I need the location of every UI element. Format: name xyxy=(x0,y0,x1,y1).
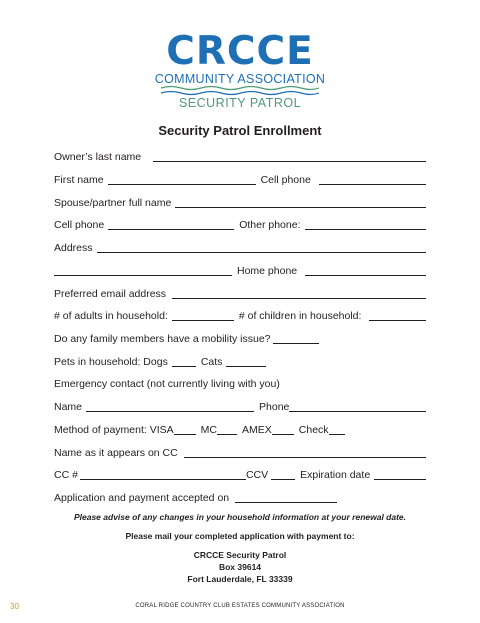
check-field[interactable] xyxy=(329,424,345,435)
cats-label: Cats xyxy=(200,356,223,368)
check-label: Check xyxy=(298,424,329,436)
row-first-name xyxy=(54,173,426,187)
adults-field[interactable] xyxy=(172,310,234,321)
accepted-on-field[interactable] xyxy=(235,492,337,503)
mc-field[interactable] xyxy=(217,424,237,435)
mobility-label: Do any family members have a mobility issue? xyxy=(54,333,271,345)
children-label: # of children in household: xyxy=(238,310,362,322)
row-mobility xyxy=(54,332,426,346)
cell-phone-2-label: Cell phone xyxy=(54,219,105,231)
page-number: 30 xyxy=(10,602,19,611)
address-field[interactable] xyxy=(97,242,426,253)
visa-field[interactable] xyxy=(174,424,196,435)
home-phone-field[interactable] xyxy=(305,265,426,276)
emergency-name-label: Name xyxy=(54,401,83,413)
cell-phone-2-field[interactable] xyxy=(108,219,234,230)
mc-label: MC xyxy=(200,424,217,436)
children-field[interactable] xyxy=(369,310,426,321)
address-line-2-field[interactable] xyxy=(54,265,232,276)
name-on-cc-label: Name as it appears on CC xyxy=(54,447,178,459)
expiration-label: Expiration date xyxy=(300,469,371,481)
mailing-address-line-3: Fort Lauderdale, FL 33339 xyxy=(187,574,293,584)
adults-label: # of adults in household: xyxy=(54,310,168,322)
owner-last-name-field[interactable] xyxy=(153,151,426,162)
spouse-name-field[interactable] xyxy=(175,197,426,208)
row-payment xyxy=(54,423,426,437)
logo-wordmark: CRCCE xyxy=(166,29,314,74)
first-name-field[interactable] xyxy=(108,174,256,185)
row-name-on-cc xyxy=(54,446,426,460)
logo-tagline: SECURITY PATROL xyxy=(178,96,302,110)
row-email xyxy=(54,287,426,301)
mailing-address-line-1: CRCCE Security Patrol xyxy=(193,550,287,560)
amex-label: AMEX xyxy=(242,424,272,436)
mail-instructions: Please mail your completed application with payment to: xyxy=(125,531,355,541)
home-phone-label: Home phone xyxy=(237,265,298,277)
dogs-field[interactable] xyxy=(172,356,196,367)
renewal-note: Please advise of any changes in your household information at your renewal date. xyxy=(73,512,407,522)
dogs-label: Pets in household: Dogs xyxy=(54,356,168,368)
mailing-address-line-2: Box 39614 xyxy=(218,562,262,572)
cc-number-field[interactable] xyxy=(80,469,246,480)
row-address xyxy=(54,241,426,255)
cell-phone-field[interactable] xyxy=(319,174,426,185)
emergency-phone-field[interactable] xyxy=(289,401,426,412)
row-pets xyxy=(54,355,426,369)
email-field[interactable] xyxy=(172,288,426,299)
first-name-label: First name xyxy=(54,174,104,186)
cell-phone-label: Cell phone xyxy=(260,174,311,186)
row-address-2 xyxy=(54,264,426,278)
row-owner-last-name xyxy=(54,150,426,164)
cc-number-label: CC # xyxy=(54,469,78,481)
other-phone-label: Other phone: xyxy=(239,219,301,231)
other-phone-field[interactable] xyxy=(305,219,427,230)
amex-field[interactable] xyxy=(272,424,294,435)
row-household xyxy=(54,309,426,323)
cats-field[interactable] xyxy=(226,356,266,367)
expiration-field[interactable] xyxy=(374,469,426,480)
payment-method-label: Method of payment: VISA xyxy=(54,424,174,436)
emergency-contact-label: Emergency contact (not currently living with you) xyxy=(54,378,280,390)
mobility-field[interactable] xyxy=(273,333,319,344)
footer-association-name: CORAL RIDGE COUNTRY CLUB ESTATES COMMUNITY ASSOCIATION xyxy=(135,603,345,609)
row-cell-other-phone xyxy=(54,218,426,232)
emergency-name-field[interactable] xyxy=(86,401,254,412)
owner-last-name-label: Owner’s last name xyxy=(54,151,142,163)
email-label: Preferred email address xyxy=(54,288,167,300)
row-accepted-on xyxy=(54,491,426,505)
row-spouse-name xyxy=(54,196,426,210)
row-emergency xyxy=(54,377,426,391)
accepted-on-label: Application and payment accepted on xyxy=(54,492,230,504)
name-on-cc-field[interactable] xyxy=(184,447,426,458)
page-title: Security Patrol Enrollment xyxy=(158,123,322,138)
row-emergency-name xyxy=(54,400,426,414)
logo-subtitle: COMMUNITY ASSOCIATION xyxy=(154,72,326,86)
emergency-phone-label: Phone xyxy=(259,401,290,413)
row-cc xyxy=(54,468,426,482)
spouse-name-label: Spouse/partner full name xyxy=(54,197,172,209)
ccv-label: CCV xyxy=(245,469,269,481)
address-label: Address xyxy=(54,242,93,254)
ccv-field[interactable] xyxy=(271,469,295,480)
